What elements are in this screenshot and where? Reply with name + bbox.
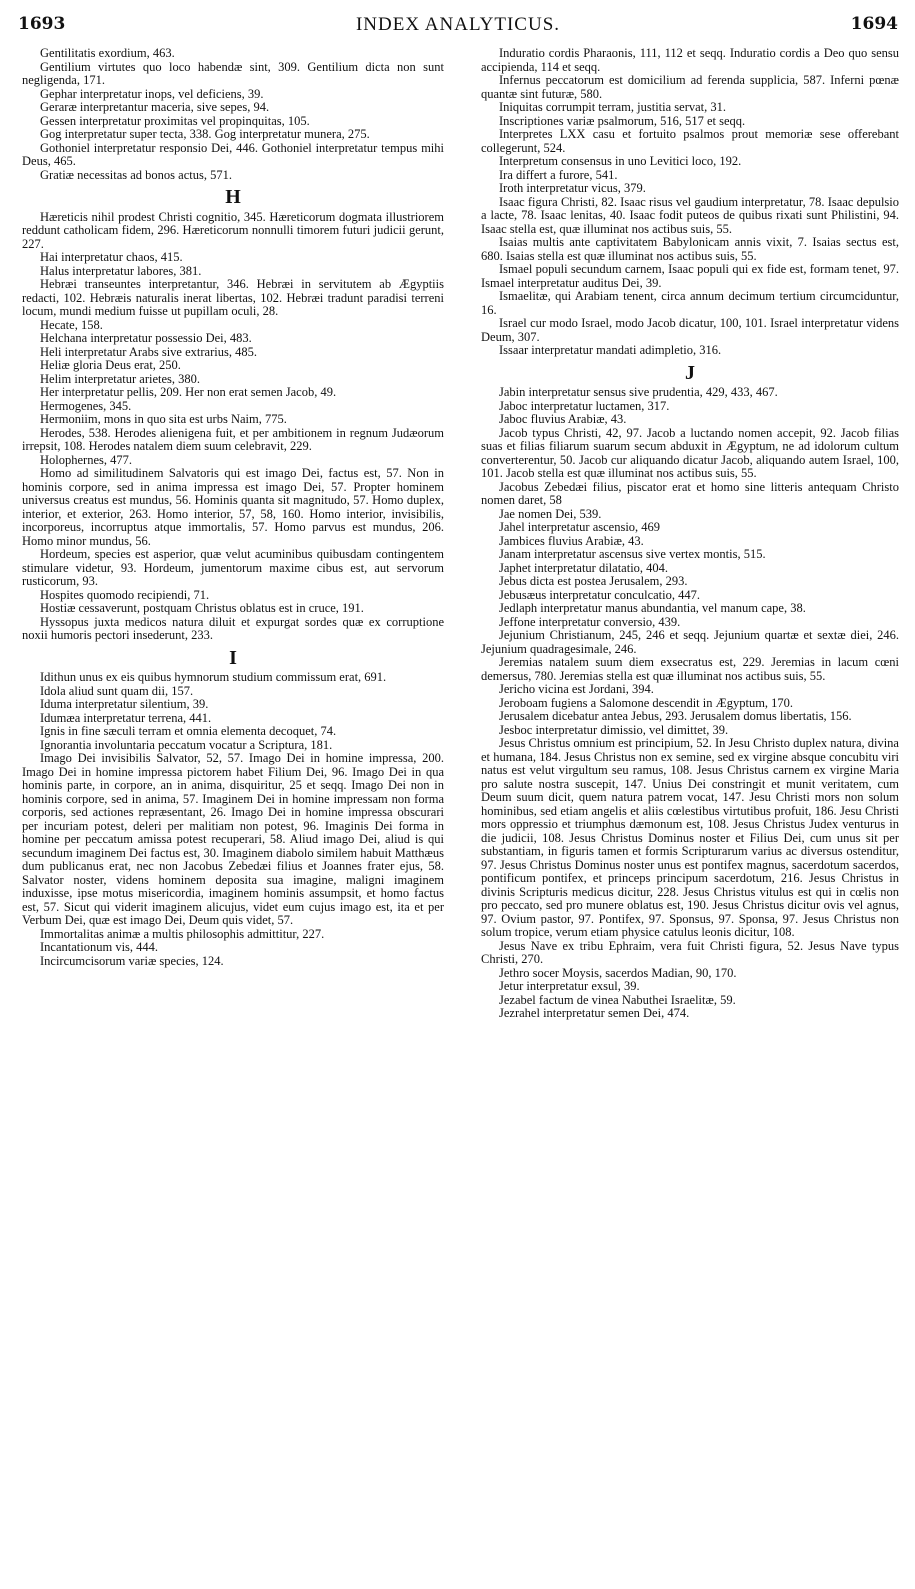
index-entry: Jetur interpretatur exsul, 39. bbox=[499, 979, 640, 993]
index-entry: Hostiæ cessaverunt, postquam Christus oblatus est in cruce, 191. bbox=[40, 601, 364, 615]
index-entry: Inscriptiones variæ psalmorum, 516, 517 et seqq. bbox=[499, 113, 746, 128]
page-number-right: 1694 bbox=[850, 14, 898, 34]
right-column bbox=[481, 47, 899, 1021]
page-number-left: 1693 bbox=[18, 14, 66, 34]
index-entry: Hæreticis nihil prodest Christi cognitio, 345. Hæreticorum dogmata illustriorem reddunt catholicam fidem, 296. Hæreticorum nonnulli timorem futuri judicii gerunt, 227. bbox=[22, 209, 444, 251]
index-entry: Jebusæus interpretatur conculcatio, 447. bbox=[499, 587, 700, 602]
index-entry: Jesus Christus omnium est principium, 52. In Jesu Christo duplex natura, divina et humana, 184. Jesus Christus non ex semine, sed ex virgine absque concubitu viri natus est velut virgultum seu ramus, 108. Jesus Christus carnem ex virgine Maria pro salute nostra suscepit, 147. Unius Dei constringit et munit veritatem, cum Deum suum dicit, quem natura patrem vocat, 147. Jesu Christi mors non solum hominibus, sed etiam angelis et aliis cœlestibus virtutibus profuit, 186. Jesu Christi mors oppressio et triumphus dæmonum est, 108. Jesus Christus Judex venturus in die judicii, 108. Jesus Christus Dominus noster et Filius Dei, cum unus sit per substantiam, in figuris tamen et formis Scripturarum varius ac diversus ostenditur, 97. Jesus Christus Dominus noster unus est pontifex magnus, sacerdotum sacerdos, pontificum pontifex, et princeps principum sacerdotum, 216. Jesus Christus in divinis Scripturis medicus dicitur, 228. Jesus Christus vitulus est qui in cœlis non pro peccato, sed pro munere oblatus est, 190. Jesus Christus dicitur ovis vel agnus, 97. Ovium pastor, 97. Pontifex, 97. Sponsus, 97. Sponsa, 97. Jesus Christus non solum tropice, verum etiam physice catulus leonis dicitur, 108. bbox=[481, 736, 899, 939]
index-entry: Incircumcisorum variæ species, 124. bbox=[40, 953, 224, 968]
index-entry: Jebus dicta est postea Jerusalem, 293. bbox=[499, 574, 688, 588]
index-entry: Gessen interpretatur proximitas vel propinquitas, 105. bbox=[40, 113, 310, 128]
index-entry: Jezrahel interpretatur semen Dei, 474. bbox=[499, 1006, 690, 1020]
index-entry: Helchana interpretatur possessio Dei, 483. bbox=[40, 331, 252, 345]
index-entry: Jahel interpretatur ascensio, 469 bbox=[499, 520, 661, 534]
index-entry: Homo ad similitudinem Salvatoris qui est imago Dei, factus est, 57. Non in hominis corpore, sed in anima impressa est imago Dei, 57. Propter hominem universus creatus est mundus, 56. Hominis quanta sit magnitudo, 57. Homo duplex, interior, et exterior, 263. Homo interior, 57, 58, 160. Homo interior, invisibilis, incorporeus, incorruptus atque immortalis, 57. Homo parvus est mundus, 206. Homo minor mundus, 56. bbox=[22, 466, 444, 548]
index-entry: Induratio cordis Pharaonis, 111, 112 et seqq. Induratio cordis a Deo quo sensu accipienda, 114 et seqq. bbox=[481, 46, 899, 74]
index-entry: Herodes, 538. Herodes alienigena fuit, et per ambitionem in regnum Judæorum irrepsit, 108. Herodes natalem diem suum celebravit, 229. bbox=[22, 425, 444, 453]
index-entry: Jerusalem dicebatur antea Jebus, 293. Jerusalem domus libertatis, 156. bbox=[499, 709, 852, 723]
section-letter: H bbox=[225, 186, 241, 208]
index-entry: Isaac figura Christi, 82. Isaac risus vel gaudium interpretatur, 78. Isaac depulsio a lacte, 78. Isaac lenitas, 40. Isaac fodit puteos de quibus rixati sunt Philistini, 94. Isaac stella est, quæ illuminat nos actibus suis, 55. bbox=[481, 194, 899, 236]
index-entry: Heliæ gloria Deus erat, 250. bbox=[40, 358, 181, 372]
index-entry: Jedlaph interpretatur manus abundantia, vel manum cape, 38. bbox=[499, 601, 806, 615]
index-entry: Her interpretatur pellis, 209. Her non erat semen Jacob, 49. bbox=[40, 385, 337, 399]
index-entry: Jericho vicina est Jordani, 394. bbox=[499, 682, 654, 696]
index-entry: Idola aliud sunt quam dii, 157. bbox=[40, 683, 194, 698]
index-entry: Geraræ interpretantur maceria, sive sepes, 94. bbox=[40, 100, 270, 114]
index-entry: Hai interpretatur chaos, 415. bbox=[40, 250, 183, 264]
index-entry: Iroth interpretatur vicus, 379. bbox=[499, 181, 646, 195]
section-letter: I bbox=[229, 646, 237, 669]
index-entry: Jeremias natalem suum diem exsecratus est, 229. Jeremias in lacum cœni demersus, 780. Jeremias stella est quæ illuminat nos actibus suis, 55. bbox=[481, 655, 899, 683]
index-entry: Hyssopus juxta medicos natura diluit et expurgat sordes quæ ex corruptione noxii humoris pectori insederunt, 233. bbox=[22, 614, 444, 642]
index-entry: Ignis in fine sæculi terram et omnia elementa decoquet, 74. bbox=[40, 724, 337, 738]
index-entry: Isaias multis ante captivitatem Babylonicam annis vixit, 7. Isaias sectus est, 680. Isaias stella est quæ illuminat nos actibus suis, 55. bbox=[481, 235, 899, 263]
index-entry: Jezabel factum de vinea Nabuthei Israelitæ, 59. bbox=[499, 992, 736, 1007]
index-entry: Hecate, 158. bbox=[40, 317, 103, 332]
index-entry: Jeffone interpretatur conversio, 439. bbox=[499, 614, 681, 629]
index-entry: Jesus Nave ex tribu Ephraim, vera fuit Christi figura, 52. Jesus Nave typus Christi, 270. bbox=[481, 938, 899, 966]
index-entry: Japhet interpretatur dilatatio, 404. bbox=[499, 560, 669, 575]
index-entry: Idithun unus ex eis quibus hymnorum studium commissum erat, 691. bbox=[40, 670, 387, 684]
index-entry: Immortalitas animæ a multis philosophis admittitur, 227. bbox=[40, 926, 325, 941]
index-entry: Issaar interpretatur mandati adimpletio, 316. bbox=[499, 343, 722, 357]
index-entry: Jacob typus Christi, 42, 97. Jacob a luctando nomen accepit, 92. Jacob filias suas et filias filiarum suarum secum abduxit in Ægyptum, ne ad idolorum cultum converterentur, 50. Jacob cur aliquando dicatur Jacob, aliquando autem Israel, 100, 101. Jacob stella est quæ illuminat nos actibus suis, 55. bbox=[481, 425, 899, 480]
running-title: INDEX ANALYTICUS. bbox=[355, 14, 561, 35]
index-entry: Jaboc interpretatur luctamen, 317. bbox=[499, 398, 670, 413]
index-entry: Jaboc fluvius Arabiæ, 43. bbox=[499, 412, 627, 426]
index-entry: Jabin interpretatur sensus sive prudentia, 429, 433, 467. bbox=[499, 385, 778, 399]
index-entry: Heli interpretatur Arabs sive extrarius, 485. bbox=[40, 344, 257, 359]
index-entry: Jambices fluvius Arabiæ, 43. bbox=[499, 533, 644, 548]
index-entry: Interpretum consensus in uno Levitici loco, 192. bbox=[499, 154, 742, 168]
index-entry: Jae nomen Dei, 539. bbox=[499, 506, 602, 521]
index-entry: Jacobus Zebedæi filius, piscator erat et homo sine litteris antequam Christo nomen daret, 58 bbox=[481, 479, 899, 507]
index-entry: Gog interpretatur super tecta, 338. Gog interpretatur munera, 275. bbox=[40, 127, 370, 141]
index-entry: Ismael populi secundum carnem, Isaac populi qui ex fide est, formam tenet, 97. Ismael interpretatur auditus Dei, 39. bbox=[481, 262, 899, 290]
index-entry: Hermoniim, mons in quo sita est urbs Naim, 775. bbox=[40, 412, 287, 426]
index-entry: Ismaelitæ, qui Arabiam tenent, circa annum decimum tertium circumciduntur, 16. bbox=[481, 289, 899, 317]
section-letter: J bbox=[685, 361, 695, 384]
index-entry: Israel cur modo Israel, modo Jacob dicatur, 100, 101. Israel interpretatur videns Deum, 307. bbox=[481, 316, 899, 344]
index-entry: Helim interpretatur arietes, 380. bbox=[40, 371, 201, 386]
index-entry: Infernus peccatorum est domicilium ad ferenda supplicia, 587. Inferni pœnæ quantæ sint futuræ, 580. bbox=[481, 73, 899, 101]
index-entry: Holophernes, 477. bbox=[40, 452, 132, 467]
index-entry: Hordeum, species est asperior, quæ velut acuminibus quibusdam contingentem stimulare videtur, 93. Hordeum, jumentorum maxime cibus est, aut servorum rusticorum, 93. bbox=[22, 547, 444, 588]
index-entry: Hebræi transeuntes interpretantur, 346. Hebræi in servitutem ab Ægyptiis redacti, 102. Hebræis naturalis inerat libertas, 102. Hebræi tradunt paradisi terreni locum, mundi medium fuisse ut pupillam oculi, 28. bbox=[22, 277, 444, 318]
index-entry: Gentilium virtutes quo loco habendæ sint, 309. Gentilium dicta non sunt negligenda, 171. bbox=[22, 59, 444, 87]
index-entry: Jeroboam fugiens a Salomone descendit in Ægyptum, 170. bbox=[499, 695, 794, 710]
index-entry: Hospites quomodo recipiendi, 71. bbox=[40, 587, 210, 602]
index-entry: Ira differt a furore, 541. bbox=[499, 167, 618, 182]
index-entry: Gratiæ necessitas ad bonos actus, 571. bbox=[40, 167, 232, 182]
index-entry: Gephar interpretatur inops, vel deficiens, 39. bbox=[40, 86, 264, 101]
index-entry: Imago Dei invisibilis Salvator, 52, 57. Imago Dei in homine impressa, 200. Imago Dei in homine impressa pictorem habet Filium Dei, 96. Imago Dei in qua hominis parte, in corpore, an in anima, disquiritur, 25 et seqq. Imago Dei non in hominis corpore, sed in anima, 57. Imaginem Dei in homine impressam non forma corporis, sed actiones repræsentant, 26. Imago Dei in homine impressa obscurari per incuriam potest, deleri per malitiam non potest, 96. Imaginis Dei forma in homine per peccatum amissa potest recuperari, 58. Aliud imago Dei, aliud is qui secundum imaginem Dei factus est, 30. Imaginem diabolo similem habuit Matthæus dum publicanus erat, nec non Jacobus Zebedæi filius et Joannes frater ejus, 58. Salvator noster, videns hominem deposita sua imagine, maligni imaginem induxisse, ipse motus misericordia, imaginem hominis assumpsit, et homo factus est, 57. Sicut qui viderit imaginem alicujus, videt eum cujus imago est, ita et per Verbum Dei, quæ est imago Dei, Deum quis videt, 57. bbox=[22, 751, 444, 927]
index-entry: Jesboc interpretatur dimissio, vel dimittet, 39. bbox=[499, 722, 729, 737]
index-entry: Ignorantia involuntaria peccatum vocatur a Scriptura, 181. bbox=[40, 737, 333, 752]
left-column bbox=[22, 47, 444, 968]
index-entry: Gentilitatis exordium, 463. bbox=[40, 46, 175, 60]
index-entry: Idumæa interpretatur terrena, 441. bbox=[40, 710, 212, 725]
page-header bbox=[18, 14, 898, 40]
index-entry: Interpretes LXX casu et fortuito psalmos prout memoriæ sese offerebant collegerunt, 524. bbox=[481, 127, 899, 155]
index-entry: Janam interpretatur ascensus sive vertex montis, 515. bbox=[499, 547, 766, 561]
index-entry: Gothoniel interpretatur responsio Dei, 446. Gothoniel interpretatur tempus mihi Deus, 465. bbox=[22, 140, 444, 168]
index-entry: Iniquitas corrumpit terram, justitia servat, 31. bbox=[499, 100, 727, 114]
index-entry: Jethro socer Moysis, sacerdos Madian, 90, 170. bbox=[499, 965, 737, 980]
index-entry: Incantationum vis, 444. bbox=[40, 940, 159, 954]
index-entry: Iduma interpretatur silentium, 39. bbox=[40, 697, 209, 711]
index-entry: Halus interpretatur labores, 381. bbox=[40, 263, 202, 278]
index-entry: Hermogenes, 345. bbox=[40, 398, 132, 413]
index-entry: Jejunium Christianum, 245, 246 et seqq. Jejunium quartæ et sextæ diei, 246. Jejunium quadragesimale, 246. bbox=[481, 628, 899, 656]
